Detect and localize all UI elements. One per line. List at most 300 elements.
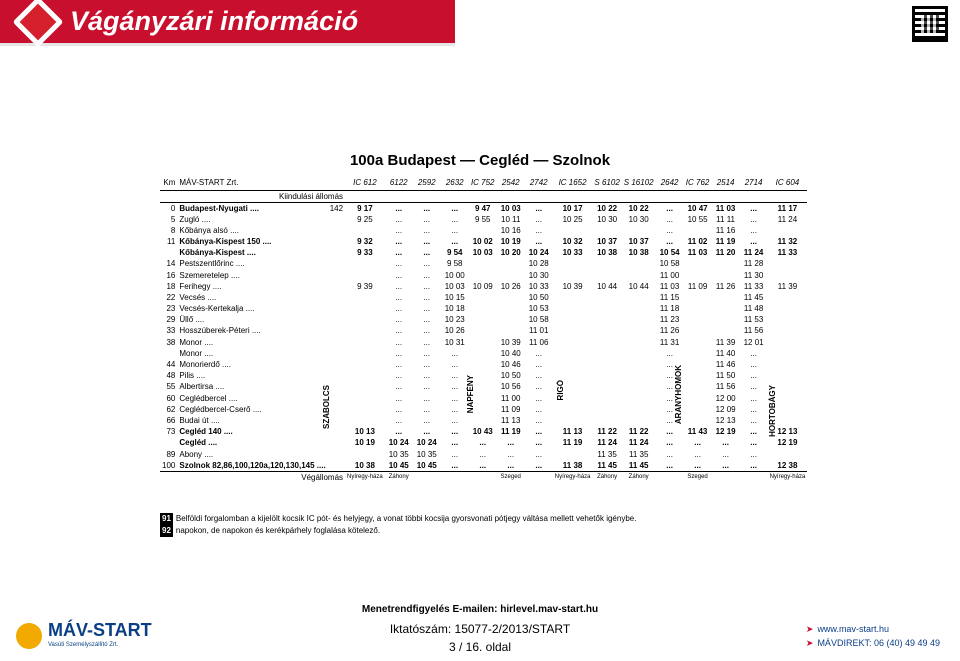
- time-cell: ...: [750, 236, 757, 246]
- time-cell: ...: [722, 438, 729, 448]
- time-cell: [622, 348, 656, 359]
- time-cell: [622, 415, 656, 426]
- station-name: Abony ....: [179, 449, 214, 459]
- connection-ref: [328, 314, 345, 325]
- time-cell: [712, 258, 740, 269]
- train-name-label: SZABOLCS: [322, 385, 331, 429]
- time-cell: ...: [535, 393, 543, 403]
- time-cell: [592, 348, 621, 359]
- station-name: Kőbánya-Kispest 150 ....: [179, 236, 272, 246]
- time-cell: 10 25: [562, 214, 583, 224]
- website-link[interactable]: www.mav-start.hu: [817, 624, 889, 634]
- time-cell: [684, 303, 712, 314]
- time-cell: 10 35: [416, 449, 437, 459]
- time-cell: [469, 337, 497, 348]
- time-cell: 10 18: [444, 304, 465, 314]
- time-cell: [592, 292, 621, 303]
- time-cell: [553, 415, 593, 426]
- time-cell: [592, 393, 621, 404]
- time-cell: [684, 348, 712, 359]
- time-cell: ...: [666, 460, 673, 470]
- time-cell: [622, 292, 656, 303]
- time-cell: 11 19: [562, 438, 583, 448]
- time-cell: 10 44: [628, 281, 649, 291]
- time-cell: 11 45: [597, 460, 617, 470]
- time-cell: ...: [451, 427, 459, 437]
- table-row: [160, 426, 807, 437]
- time-cell: 11 24: [628, 438, 649, 448]
- time-cell: 11 00: [501, 393, 521, 403]
- time-cell: 10 23: [444, 315, 465, 325]
- train-name-label: ARANYHOMOK: [674, 365, 683, 425]
- train-name-label: RIGÓ: [556, 380, 565, 401]
- note-line: [160, 513, 636, 525]
- table-row: [160, 437, 807, 448]
- table-row: [160, 460, 807, 472]
- time-cell: [345, 314, 385, 325]
- time-cell: 11 38: [562, 460, 583, 470]
- time-cell: 9 54: [446, 248, 463, 258]
- time-cell: [345, 404, 385, 415]
- email-link[interactable]: Menetrendfigyelés E-mailen: hirlevel.mav-start.hu: [361, 604, 599, 615]
- time-cell: [684, 404, 712, 415]
- time-cell: [768, 225, 808, 236]
- qr-code-icon: [912, 6, 948, 42]
- time-cell: ...: [694, 438, 701, 448]
- time-cell: [768, 258, 808, 269]
- page-number: 3 / 16. oldal: [448, 640, 512, 654]
- departure-label: Kiindulási állomás: [160, 190, 345, 202]
- time-cell: ...: [535, 438, 543, 448]
- time-cell: ...: [395, 427, 403, 437]
- station-name: Budapest-Nyugati ....: [177, 202, 327, 214]
- time-cell: [622, 269, 656, 280]
- time-cell: [768, 303, 808, 314]
- time-cell: [345, 348, 385, 359]
- time-cell: [553, 269, 593, 280]
- time-cell: ...: [535, 214, 543, 224]
- time-cell: 10 45: [416, 460, 437, 470]
- time-cell: 10 47: [684, 202, 712, 214]
- terminal-station: [712, 471, 740, 483]
- time-cell: 11 19: [715, 236, 736, 246]
- banner: [0, 0, 455, 46]
- time-cell: ...: [423, 292, 431, 302]
- station-name: Vecsés ....: [179, 292, 217, 302]
- time-cell: ...: [395, 292, 403, 302]
- time-cell: ...: [507, 438, 515, 448]
- km-cell: 5: [170, 214, 176, 224]
- time-cell: 10 33: [562, 248, 583, 258]
- time-cell: 12 13: [715, 415, 736, 425]
- time-cell: [345, 325, 385, 336]
- time-cell: [469, 359, 497, 370]
- time-cell: 11 13: [501, 415, 521, 425]
- time-cell: 9 17: [345, 202, 385, 214]
- time-cell: ...: [423, 371, 431, 381]
- km-cell: [160, 247, 177, 258]
- time-cell: [768, 337, 808, 348]
- time-cell: 10 40: [500, 348, 521, 358]
- time-cell: [345, 448, 385, 459]
- time-cell: ...: [423, 315, 431, 325]
- time-cell: ...: [722, 449, 729, 459]
- time-cell: 12 19: [715, 427, 736, 437]
- time-cell: 10 19: [500, 236, 521, 246]
- time-cell: 9 33: [357, 248, 373, 258]
- time-cell: ...: [423, 304, 431, 314]
- time-cell: [684, 337, 712, 348]
- time-cell: [553, 337, 593, 348]
- time-cell: ...: [451, 404, 459, 414]
- time-cell: 11 02: [687, 236, 708, 246]
- note-line: [160, 525, 636, 537]
- time-cell: ...: [656, 202, 684, 214]
- time-cell: ...: [395, 371, 403, 381]
- time-cell: ...: [413, 202, 441, 214]
- station-name: Vecsés-Kertekalja ....: [179, 304, 255, 314]
- time-cell: ...: [666, 404, 673, 414]
- time-cell: ...: [423, 214, 431, 224]
- time-cell: 12 19: [777, 438, 798, 448]
- table-row: [160, 236, 807, 247]
- time-cell: [622, 258, 656, 269]
- time-cell: [768, 448, 808, 459]
- time-cell: ...: [395, 248, 403, 258]
- time-cell: [345, 393, 385, 404]
- station-name: Budai út ....: [179, 415, 220, 425]
- train-name-label: HORTOBÁGY: [768, 385, 777, 437]
- time-cell: [592, 415, 621, 426]
- time-cell: [469, 415, 497, 426]
- time-cell: ...: [694, 449, 701, 459]
- terminal-station: Záhony: [385, 471, 413, 483]
- table-row: [160, 314, 807, 325]
- time-cell: [553, 225, 593, 236]
- time-cell: 10 03: [497, 202, 525, 214]
- time-cell: [684, 258, 712, 269]
- station-name: Ferihegy ....: [179, 281, 222, 291]
- time-cell: [684, 415, 712, 426]
- time-cell: ...: [423, 326, 431, 336]
- table-row: [160, 247, 807, 258]
- time-cell: 10 50: [500, 371, 521, 381]
- time-cell: [469, 269, 497, 280]
- time-cell: 11 43: [687, 427, 708, 437]
- time-cell: ...: [423, 382, 431, 392]
- time-cell: ...: [395, 315, 403, 325]
- table-row: [160, 225, 807, 236]
- station-name: Monor ....: [179, 337, 214, 347]
- note-badge: 91: [162, 514, 171, 523]
- time-cell: [622, 303, 656, 314]
- km-cell: 38: [166, 337, 176, 347]
- train-number: 6122: [389, 178, 408, 188]
- time-cell: ...: [395, 270, 403, 280]
- time-cell: 11 30: [743, 270, 764, 280]
- time-cell: ...: [441, 202, 469, 214]
- time-cell: ...: [423, 393, 431, 403]
- table-row: [160, 359, 807, 370]
- station-name: Ceglédbercel ....: [179, 393, 238, 403]
- train-number: 2742: [529, 178, 548, 188]
- connection-ref: [328, 460, 345, 472]
- time-cell: [497, 303, 525, 314]
- time-cell: 10 03: [472, 248, 493, 258]
- time-cell: 10 32: [562, 236, 583, 246]
- station-name: Zugló ....: [179, 214, 211, 224]
- time-cell: 10 19: [354, 438, 375, 448]
- time-cell: 11 03: [712, 202, 740, 214]
- time-cell: ...: [740, 202, 768, 214]
- time-cell: 11 31: [659, 337, 680, 347]
- terminal-station: Nyíregy-háza: [345, 471, 385, 483]
- km-cell: 18: [166, 281, 176, 291]
- time-cell: ...: [423, 225, 431, 235]
- notes: [160, 513, 636, 537]
- table-row: [160, 404, 807, 415]
- time-cell: [469, 225, 497, 236]
- km-cell: 11: [167, 236, 176, 246]
- time-cell: [712, 303, 740, 314]
- train-number: 2592: [417, 178, 436, 188]
- connection-ref: [328, 281, 345, 292]
- connection-ref: [328, 370, 345, 381]
- time-cell: 10 15: [444, 292, 465, 302]
- table-row: [160, 303, 807, 314]
- time-cell: ...: [423, 415, 431, 425]
- time-cell: [592, 269, 621, 280]
- time-cell: 10 46: [500, 360, 521, 370]
- time-cell: ...: [535, 404, 543, 414]
- train-number: IC 762: [685, 178, 710, 188]
- table-row: [160, 370, 807, 381]
- table-row: [160, 448, 807, 459]
- connection-ref: [328, 214, 345, 225]
- time-cell: 11 17: [768, 202, 808, 214]
- time-cell: 12 38: [777, 460, 798, 470]
- time-cell: ...: [750, 438, 757, 448]
- train-number: S 16102: [623, 178, 654, 188]
- time-cell: ...: [423, 360, 431, 370]
- time-cell: 10 56: [500, 382, 521, 392]
- time-cell: [553, 404, 593, 415]
- time-cell: [768, 370, 808, 381]
- time-cell: [768, 314, 808, 325]
- train-number: S 6102: [594, 178, 620, 188]
- time-cell: ...: [666, 225, 673, 235]
- time-cell: 10 38: [354, 460, 375, 470]
- time-cell: 11 19: [500, 427, 521, 437]
- time-cell: ...: [395, 225, 403, 235]
- time-cell: [345, 370, 385, 381]
- time-cell: 10 31: [444, 337, 465, 347]
- km-cell: 60: [166, 393, 176, 403]
- time-cell: ...: [395, 404, 403, 414]
- time-cell: ...: [525, 202, 553, 214]
- time-cell: [497, 325, 525, 336]
- time-cell: [592, 337, 621, 348]
- time-cell: ...: [395, 281, 403, 291]
- km-cell: 100: [162, 460, 176, 470]
- logo-text: MÁV-START: [48, 620, 152, 640]
- time-cell: ...: [722, 460, 729, 470]
- time-cell: [469, 314, 497, 325]
- time-cell: [469, 292, 497, 303]
- time-cell: 11 23: [659, 315, 680, 325]
- time-cell: 10 24: [528, 248, 549, 258]
- connection-ref: [328, 303, 345, 314]
- time-cell: [497, 258, 525, 269]
- time-cell: ...: [535, 460, 543, 470]
- time-cell: ...: [666, 393, 673, 403]
- time-cell: ...: [479, 449, 487, 459]
- km-cell: 55: [166, 382, 176, 392]
- time-cell: [592, 258, 621, 269]
- time-cell: [622, 314, 656, 325]
- time-cell: ...: [535, 225, 543, 235]
- station-name: Szolnok 82,86,100,120a,120,130,145 ....: [179, 460, 326, 470]
- connection-ref: [328, 225, 345, 236]
- time-cell: [768, 269, 808, 280]
- time-cell: ...: [535, 371, 543, 381]
- km-cell: [160, 348, 177, 359]
- time-cell: ...: [423, 348, 431, 358]
- time-cell: ...: [395, 382, 403, 392]
- table-row: [160, 281, 807, 292]
- time-cell: [497, 314, 525, 325]
- km-cell: 22: [166, 292, 176, 302]
- time-cell: [712, 325, 740, 336]
- connection-ref: [328, 337, 345, 348]
- time-cell: 11 20: [715, 248, 736, 258]
- station-name: Szemeretelep ....: [179, 270, 240, 280]
- time-cell: ...: [395, 214, 403, 224]
- km-cell: 33: [166, 326, 176, 336]
- time-cell: 10 17: [553, 202, 593, 214]
- time-cell: [622, 359, 656, 370]
- time-cell: ...: [479, 460, 487, 470]
- time-cell: 10 30: [628, 214, 649, 224]
- time-cell: [684, 225, 712, 236]
- km-cell: 48: [166, 371, 176, 381]
- time-cell: [345, 269, 385, 280]
- time-cell: [592, 225, 621, 236]
- connection-ref: [328, 348, 345, 359]
- time-cell: ...: [535, 415, 543, 425]
- time-cell: ...: [750, 225, 757, 235]
- time-cell: ...: [423, 337, 431, 347]
- time-cell: ...: [451, 460, 459, 470]
- time-cell: ...: [451, 236, 459, 246]
- km-cell: 0: [160, 202, 177, 214]
- time-cell: 11 35: [597, 449, 617, 459]
- table-row: [160, 214, 807, 225]
- table-row: [160, 381, 807, 392]
- time-cell: [622, 370, 656, 381]
- time-cell: 10 22: [592, 202, 621, 214]
- time-cell: 10 53: [528, 304, 549, 314]
- station-name: Albertirsa ....: [179, 382, 225, 392]
- terminal-station: [656, 471, 684, 483]
- train-name-label: NAPFÉNY: [466, 375, 475, 414]
- time-cell: 10 24: [416, 438, 437, 448]
- time-cell: 10 55: [687, 214, 708, 224]
- terminal-station: Nyíregy-háza: [553, 471, 593, 483]
- time-cell: 11 53: [743, 315, 764, 325]
- time-cell: 10 11: [501, 214, 521, 224]
- note-text: napokon, de napokon és kerékpárhely foglalása kötelező.: [175, 526, 381, 535]
- time-cell: 10 37: [597, 236, 618, 246]
- time-cell: 11 24: [777, 214, 798, 224]
- time-cell: 10 26: [500, 281, 521, 291]
- time-cell: ...: [395, 393, 403, 403]
- time-cell: 11 50: [715, 371, 736, 381]
- km-cell: 73: [166, 427, 176, 437]
- time-cell: 11 15: [659, 292, 680, 302]
- time-cell: ...: [451, 371, 459, 381]
- time-cell: ...: [423, 270, 431, 280]
- station-name: Cegléd ....: [179, 438, 218, 448]
- time-cell: ...: [423, 404, 431, 414]
- time-cell: ...: [451, 360, 459, 370]
- time-cell: ...: [423, 248, 431, 258]
- time-cell: [622, 404, 656, 415]
- time-cell: [345, 303, 385, 314]
- time-cell: [684, 370, 712, 381]
- km-cell: 62: [166, 404, 176, 414]
- table-row: [160, 258, 807, 269]
- time-cell: 10 00: [444, 270, 465, 280]
- time-cell: [553, 292, 593, 303]
- time-cell: [345, 415, 385, 426]
- train-number: 2714: [744, 178, 763, 188]
- time-cell: ...: [694, 460, 701, 470]
- station-name: Monor ....: [179, 348, 214, 358]
- time-cell: 9 47: [469, 202, 497, 214]
- time-cell: 11 33: [777, 248, 798, 258]
- time-cell: [345, 359, 385, 370]
- time-cell: [553, 359, 593, 370]
- note-badge: 92: [162, 526, 171, 535]
- km-cell: 23: [166, 304, 176, 314]
- time-cell: [768, 348, 808, 359]
- time-cell: 10 39: [562, 281, 583, 291]
- time-cell: ...: [535, 360, 543, 370]
- km-cell: [160, 437, 177, 448]
- time-cell: 11 26: [715, 281, 736, 291]
- arrow-icon: ➤: [805, 638, 814, 648]
- logo-icon: [16, 623, 42, 649]
- time-cell: ...: [750, 360, 757, 370]
- station-name: Üllő ....: [179, 315, 205, 325]
- time-cell: ...: [451, 438, 459, 448]
- contact-info: [806, 622, 940, 650]
- time-cell: ...: [423, 259, 431, 269]
- time-cell: 11 32: [777, 236, 798, 246]
- time-cell: 12 01: [743, 337, 764, 347]
- terminal-station: [740, 471, 768, 483]
- time-cell: [497, 269, 525, 280]
- time-cell: ...: [666, 438, 673, 448]
- time-cell: 10 38: [628, 248, 649, 258]
- table-row: [160, 348, 807, 359]
- time-cell: [345, 292, 385, 303]
- time-cell: 11 03: [687, 248, 708, 258]
- table-row: [160, 337, 807, 348]
- phone-number: MÁVDIREKT: 06 (40) 49 49 49: [817, 638, 940, 648]
- station-name: Pestszentlőrinc ....: [179, 259, 245, 269]
